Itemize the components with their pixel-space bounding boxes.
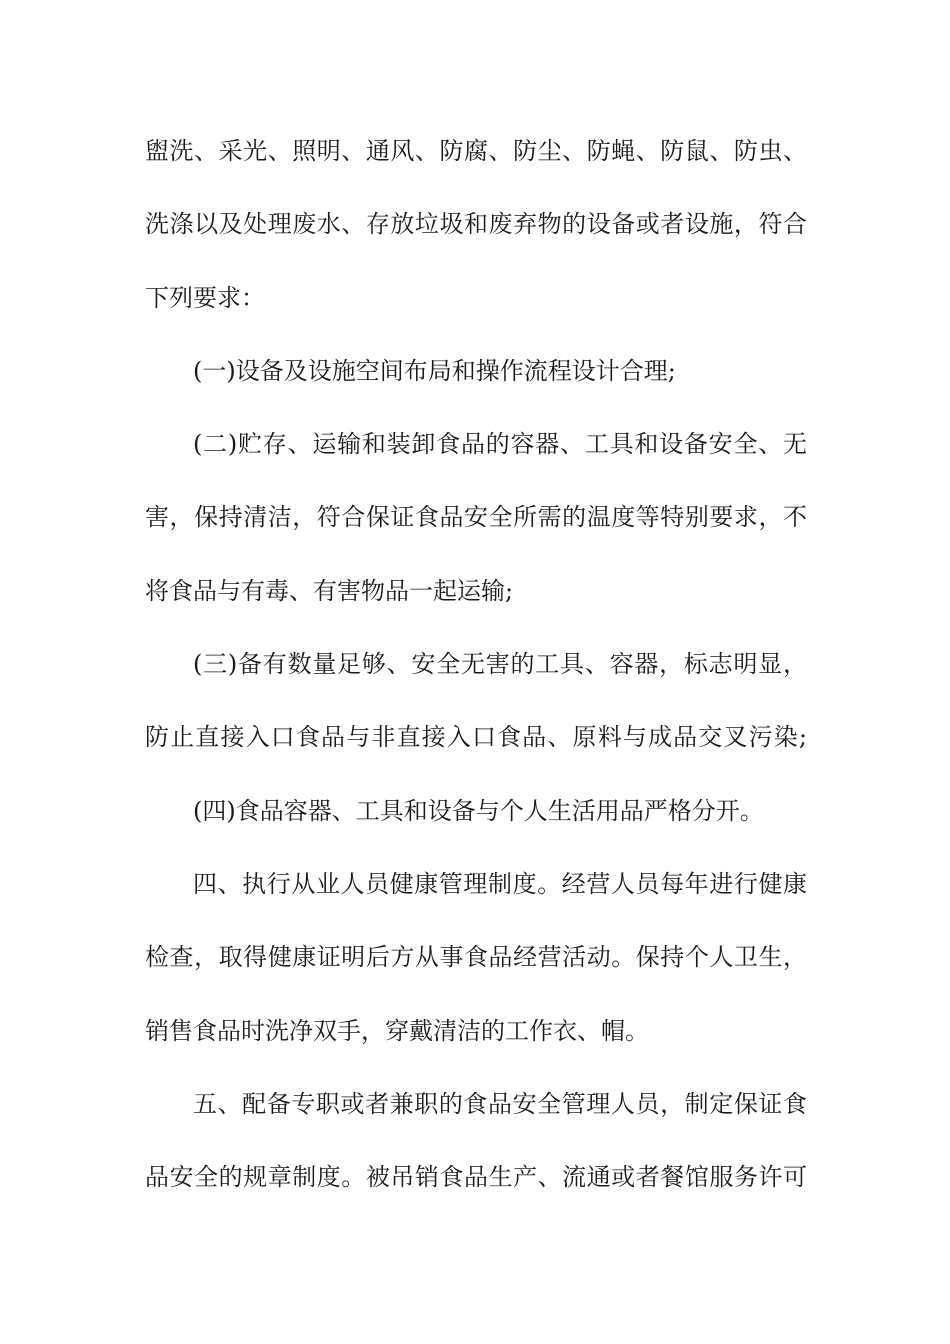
text-line-7: 将食品与有毒、有害物品一起运输;	[145, 576, 514, 605]
text-line-15: 品安全的规章制度。被吊销食品生产、流通或者餐馆服务许可	[145, 1163, 807, 1192]
text-line-1: 盥洗、采光、照明、通风、防腐、防尘、防蝇、防鼠、防虫、	[145, 137, 807, 165]
text-line-13: 销售食品时洗净双手，穿戴清洁的工作衣、帽。	[145, 1016, 649, 1045]
document-body	[145, 128, 807, 1227]
text-line-6: 害，保持清洁，符合保证食品安全所需的温度等特别要求，不	[145, 503, 807, 532]
text-line-9: 防止直接入口食品与非直接入口食品、原料与成品交叉污染;	[145, 723, 807, 752]
text-line-8: (三)备有数量足够、安全无害的工具、容器，标志明显，	[193, 650, 807, 679]
text-line-14: 五、配备专职或者兼职的食品安全管理人员，制定保证食	[193, 1089, 807, 1118]
text-line-5: (二)贮存、运输和装卸食品的容器、工具和设备安全、无	[193, 430, 807, 459]
text-line-2: 洗涤以及处理废水、存放垃圾和废弃物的设备或者设施，符合	[145, 210, 807, 239]
text-line-3: 下列要求：	[145, 283, 265, 312]
text-line-10: (四)食品容器、工具和设备与个人生活用品严格分开。	[193, 796, 764, 825]
text-line-11: 四、执行从业人员健康管理制度。经营人员每年进行健康	[193, 869, 807, 898]
text-line-12: 检查，取得健康证明后方从事食品经营活动。保持个人卫生，	[145, 943, 807, 972]
text-line-4: (一)设备及设施空间布局和操作流程设计合理;	[193, 356, 676, 385]
